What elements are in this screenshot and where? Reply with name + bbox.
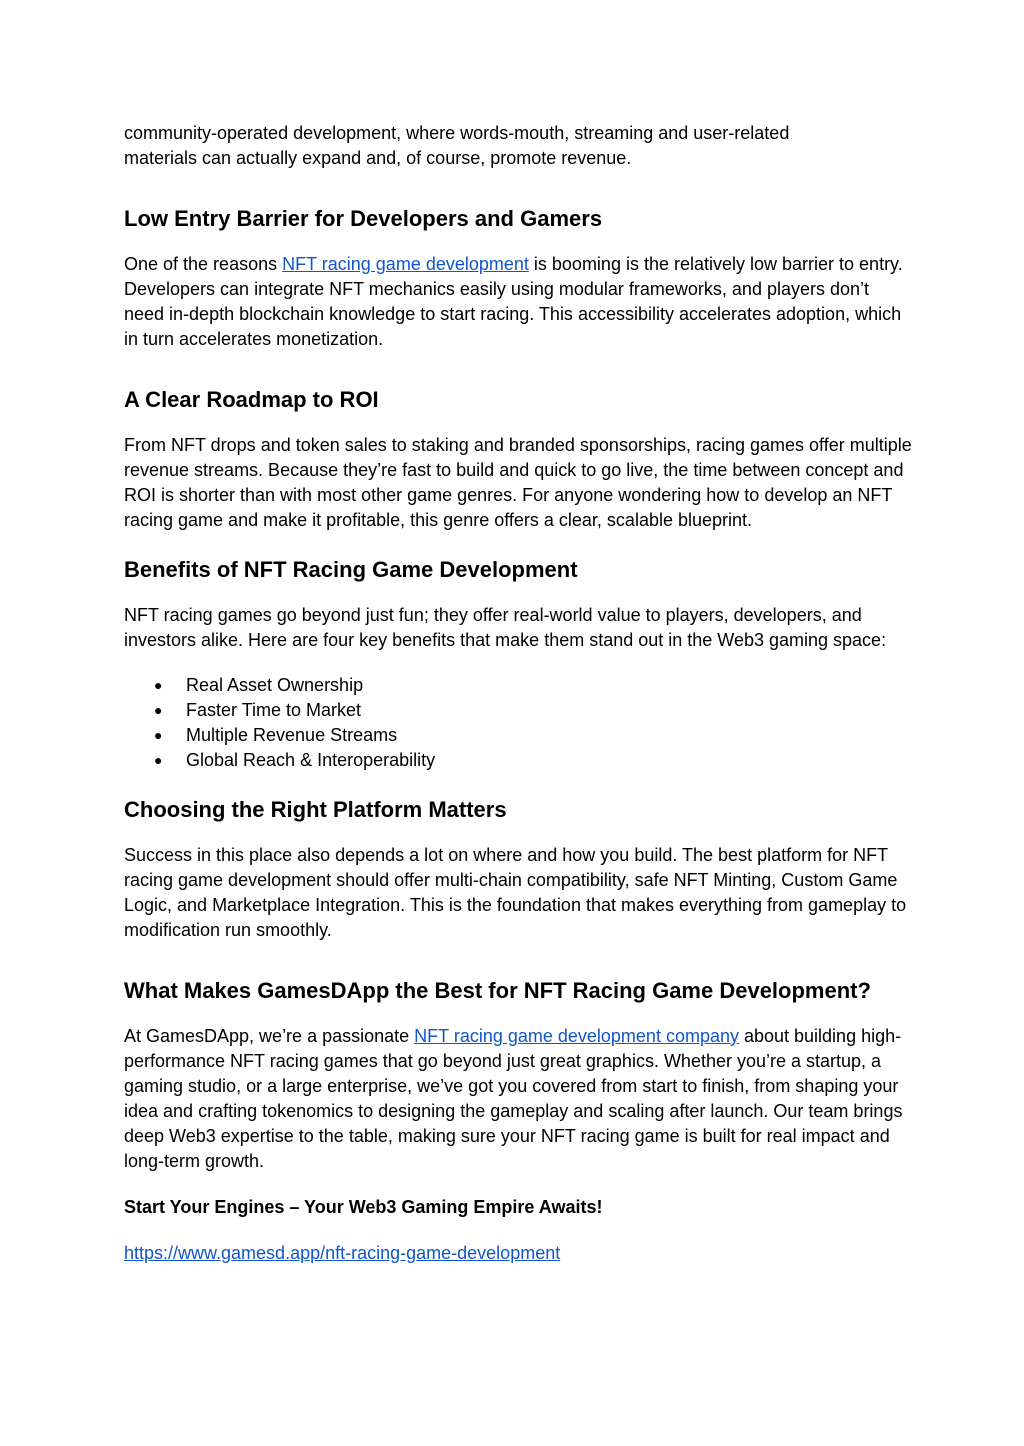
heading-choosing-platform: Choosing the Right Platform Matters [124,797,507,822]
bullet-icon: ● [154,677,163,693]
list-item-label: Global Reach & Interoperability [186,750,436,770]
bullet-icon: ● [154,727,163,743]
paragraph-roadmap-to-roi: From NFT drops and token sales to staking and branded sponsorships, racing games offer multiple revenue streams. Because they’re fast to build and quick to go live, the time between concept and ROI is shorter than with most other game genres. For anyone wondering how to develop an NFT racing game and make it profitable, this genre offers a clear, scalable blueprint. [124,435,912,530]
list-item-label: Multiple Revenue Streams [186,725,398,745]
list-item [124,723,914,748]
paragraph-text-before-link: One of the reasons [124,254,283,274]
document-page [124,121,914,1266]
benefits-list [124,673,914,773]
cta-heading: Start Your Engines – Your Web3 Gaming Empire Awaits! [124,1197,603,1217]
bullet-icon: ● [154,702,163,718]
heading-roadmap-to-roi: A Clear Roadmap to ROI [124,387,379,412]
bullet-icon: ● [154,752,163,768]
paragraph-text-before-link: At GamesDApp, we’re a passionate [124,1026,415,1046]
paragraph-benefits: NFT racing games go beyond just fun; they offer real-world value to players, developers, and investors alike. Here are four key benefits that make them stand out in the Web3 gaming space: [124,605,887,650]
list-item-label: Real Asset Ownership [186,675,364,695]
intro-line-2: materials can actually expand and, of course, promote revenue. [124,148,632,168]
intro-line-1: community-operated development, where words-mouth, streaming and user-related [124,123,790,143]
link-nft-racing-game-development[interactable]: NFT racing game development [282,254,529,274]
heading-what-makes-gamesdapp: What Makes GamesDApp the Best for NFT Racing Game Development? [124,978,871,1003]
list-item [124,698,914,723]
heading-low-entry-barrier: Low Entry Barrier for Developers and Gamers [124,206,603,231]
paragraph-choosing-platform: Success in this place also depends a lot on where and how you build. The best platform for NFT racing game development should offer multi-chain compatibility, safe NFT Minting, Custom Game Logic, and Marketplace Integration. This is the foundation that makes everything from gameplay to modification run smoothly. [124,845,907,940]
paragraph-low-entry-barrier [124,252,914,352]
paragraph-text-after-link: about building high-performance NFT racing games that go beyond just great graphics. Whether you’re a startup, a gaming studio, or a large enterprise, we’ve got you covered from start to finish, from shaping your idea and crafting tokenomics to designing the gameplay and scaling after launch. Our team brings deep Web3 expertise to the table, making sure your NFT racing game is built for real impact and long-term growth. [124,1026,903,1171]
intro-paragraph [124,121,914,171]
heading-benefits: Benefits of NFT Racing Game Development [124,557,578,582]
list-item [124,748,914,773]
list-item [124,673,914,698]
link-nft-racing-game-development-company[interactable]: NFT racing game development company [414,1026,739,1046]
cta-link-paragraph [124,1241,914,1266]
paragraph-text-after-link: is booming is the relatively low barrier to entry. Developers can integrate NFT mechanics easily using modular frameworks, and players don’t need in-depth blockchain knowledge to start racing. This accessibility accelerates adoption, which in turn accelerates monetization. [124,254,903,349]
cta-url-link[interactable]: https://www.gamesd.app/nft-racing-game-development [124,1243,561,1263]
paragraph-what-makes-gamesdapp [124,1024,914,1174]
list-item-label: Faster Time to Market [186,700,362,720]
